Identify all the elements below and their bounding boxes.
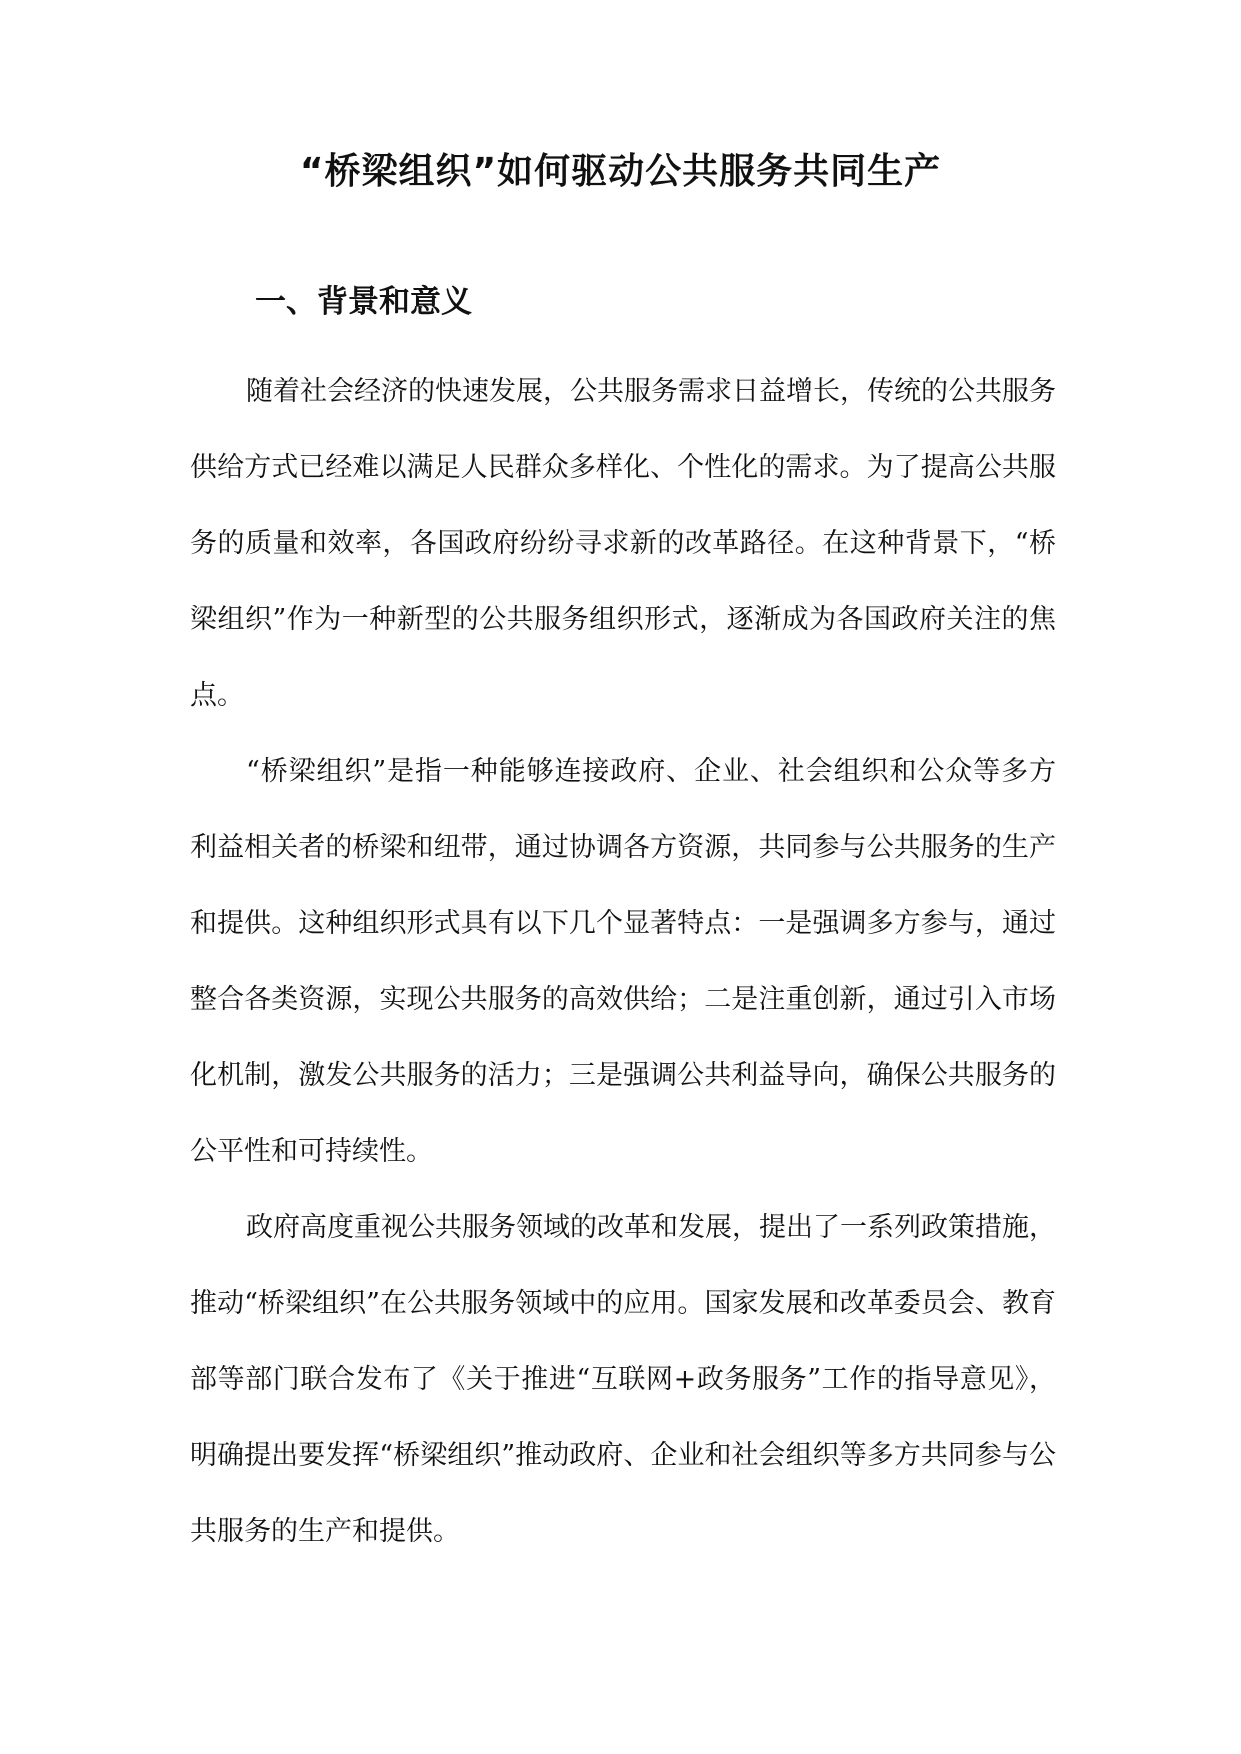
body-paragraph-3: 政府高度重视公共服务领域的改革和发展，提出了一系列政策措施，推动“桥梁组织”在公共服务领域中的应用。国家发展和改革委员会、教育部等部门联合发布了《关于推进“互联网+政务服务”工作的指导意见》，明确提出要发挥“桥梁组织”推动政府、企业和社会组织等多方共同参与公共服务的生产和提供。 [190, 1212, 1056, 1547]
body-paragraph-1: 随着社会经济的快速发展，公共服务需求日益增长，传统的公共服务供给方式已经难以满足人民群众多样化、个性化的需求。为了提高公共服务的质量和效率，各国政府纷纷寻求新的改革路径。在这种背景下，“桥梁组织”作为一种新型的公共服务组织形式，逐渐成为各国政府关注的焦点。 [190, 376, 1056, 711]
body-paragraph-2: “桥梁组织”是指一种能够连接政府、企业、社会组织和公众等多方利益相关者的桥梁和纽带，通过协调各方资源，共同参与公共服务的生产和提供。这种组织形式具有以下几个显著特点：一是强调多方参与，通过整合各类资源，实现公共服务的高效供给；二是注重创新，通过引入市场化机制，激发公共服务的活力；三是强调公共利益导向，确保公共服务的公平性和可持续性。 [190, 756, 1056, 1167]
document-title: “桥梁组织”如何驱动公共服务共同生产 [299, 151, 942, 192]
section-heading: 一、背景和意义 [255, 284, 472, 320]
